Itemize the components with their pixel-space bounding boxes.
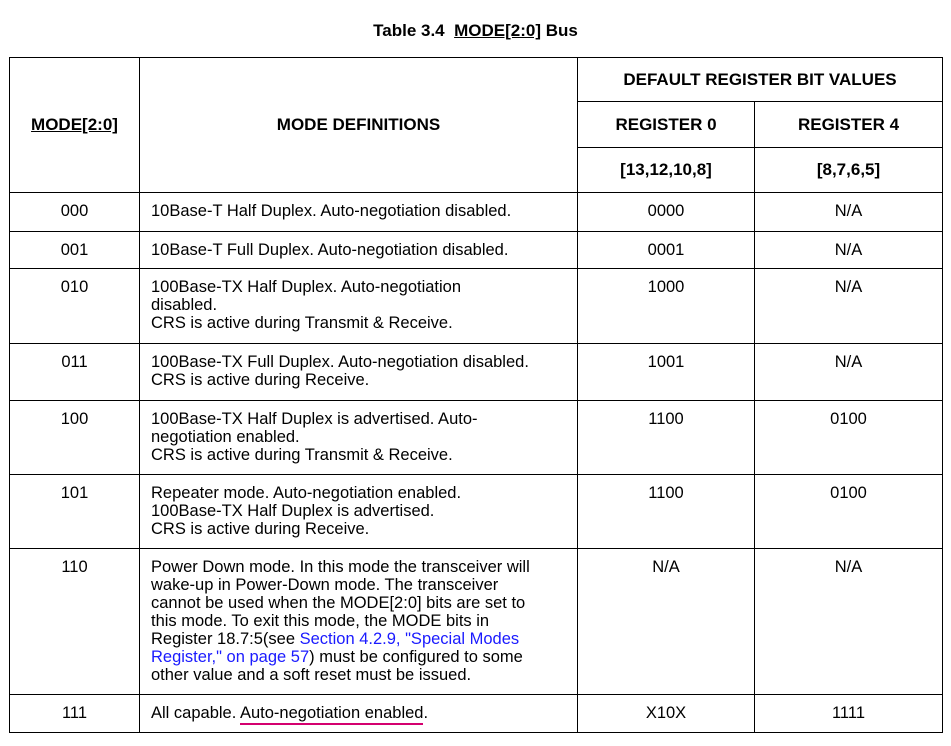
definition-line: CRS is active during Transmit & Receive. (151, 446, 453, 464)
header-register0-bits: [13,12,10,8] (578, 148, 755, 193)
table-row (10, 475, 943, 549)
register4-cell: 0100 (755, 401, 943, 475)
definition-line: other value and a soft reset must be issued. (151, 666, 472, 684)
definition-text: ) must be configured to some (309, 648, 523, 666)
section-link-continued[interactable]: Register," on page 57 (151, 648, 310, 666)
register4-cell: N/A (755, 344, 943, 401)
definition-line: wake-up in Power-Down mode. The transceiver (151, 576, 499, 594)
table-row (10, 193, 943, 232)
register0-cell: 1001 (578, 344, 755, 401)
mode-cell: 011 (10, 344, 140, 401)
register4-cell: N/A (755, 269, 943, 344)
caption-prefix: Table 3.4 (373, 21, 445, 40)
definition-cell (140, 344, 578, 401)
register0-cell: 0001 (578, 232, 755, 269)
mode-cell: 100 (10, 401, 140, 475)
definition-line: 100Base-TX Full Duplex. Auto-negotiation disabled. (151, 353, 529, 371)
register0-cell: 1000 (578, 269, 755, 344)
header-register0: REGISTER 0 (578, 102, 755, 148)
register4-cell: N/A (755, 193, 943, 232)
header-mode: MODE[2:0] (10, 58, 140, 193)
definition-line: 10Base-T Half Duplex. Auto-negotiation disabled. (151, 202, 512, 220)
definition-line (151, 630, 569, 648)
register0-cell: 1100 (578, 401, 755, 475)
register0-cell: 0000 (578, 193, 755, 232)
definition-line (151, 648, 569, 666)
definition-cell (140, 401, 578, 475)
definition-line: disabled. (151, 296, 218, 314)
definition-line: CRS is active during Transmit & Receive. (151, 314, 453, 332)
header-register4-bits: [8,7,6,5] (755, 148, 943, 193)
mode-cell: 101 (10, 475, 140, 549)
definition-line: negotiation enabled. (151, 428, 300, 446)
table-row (10, 695, 943, 733)
table-row (10, 549, 943, 695)
mode-bus-table (9, 57, 943, 733)
definition-cell (140, 193, 578, 232)
register4-cell: N/A (755, 549, 943, 695)
definition-text: Register 18.7:5(see (151, 630, 300, 648)
definition-line: Repeater mode. Auto-negotiation enabled. (151, 484, 462, 502)
definition-line: 100Base-TX Half Duplex. Auto-negotiation (151, 278, 462, 296)
definition-line: 100Base-TX Half Duplex is advertised. (151, 502, 435, 520)
table-row (10, 401, 943, 475)
definition-line: this mode. To exit this mode, the MODE bits in (151, 612, 490, 630)
caption-mode-link[interactable]: MODE[2:0] (454, 21, 541, 40)
table-row (10, 269, 943, 344)
definition-cell (140, 269, 578, 344)
register4-cell: 1111 (755, 695, 943, 733)
table-row (10, 344, 943, 401)
definition-cell (140, 695, 578, 733)
mode-cell: 111 (10, 695, 140, 733)
table-row (10, 232, 943, 269)
definition-line: cannot be used when the MODE[2:0] bits are set to (151, 594, 526, 612)
definition-line: 10Base-T Full Duplex. Auto-negotiation disabled. (151, 241, 509, 259)
definition-text: All capable. (151, 704, 240, 722)
register0-cell: X10X (578, 695, 755, 733)
definition-cell (140, 549, 578, 695)
definition-cell (140, 475, 578, 549)
section-link[interactable]: Section 4.2.9, "Special Modes (299, 630, 520, 648)
caption-suffix: Bus (545, 21, 578, 40)
mode-cell: 110 (10, 549, 140, 695)
definition-cell (140, 232, 578, 269)
header-definitions: MODE DEFINITIONS (140, 58, 578, 193)
mode-cell: 010 (10, 269, 140, 344)
register0-cell: N/A (578, 549, 755, 695)
highlighted-text: Auto-negotiation enabled (240, 704, 423, 725)
definition-line: CRS is active during Receive. (151, 520, 370, 538)
definition-line: Power Down mode. In this mode the transceiver will (151, 558, 530, 576)
register4-cell: 0100 (755, 475, 943, 549)
definition-line: 100Base-TX Half Duplex is advertised. Auto- (151, 410, 478, 428)
header-register4: REGISTER 4 (755, 102, 943, 148)
mode-cell: 001 (10, 232, 140, 269)
register0-cell: 1100 (578, 475, 755, 549)
definition-line: CRS is active during Receive. (151, 371, 370, 389)
register4-cell: N/A (755, 232, 943, 269)
mode-cell: 000 (10, 193, 140, 232)
table-caption (0, 21, 951, 41)
header-default-values: DEFAULT REGISTER BIT VALUES (578, 58, 943, 102)
definition-text: . (423, 704, 429, 722)
